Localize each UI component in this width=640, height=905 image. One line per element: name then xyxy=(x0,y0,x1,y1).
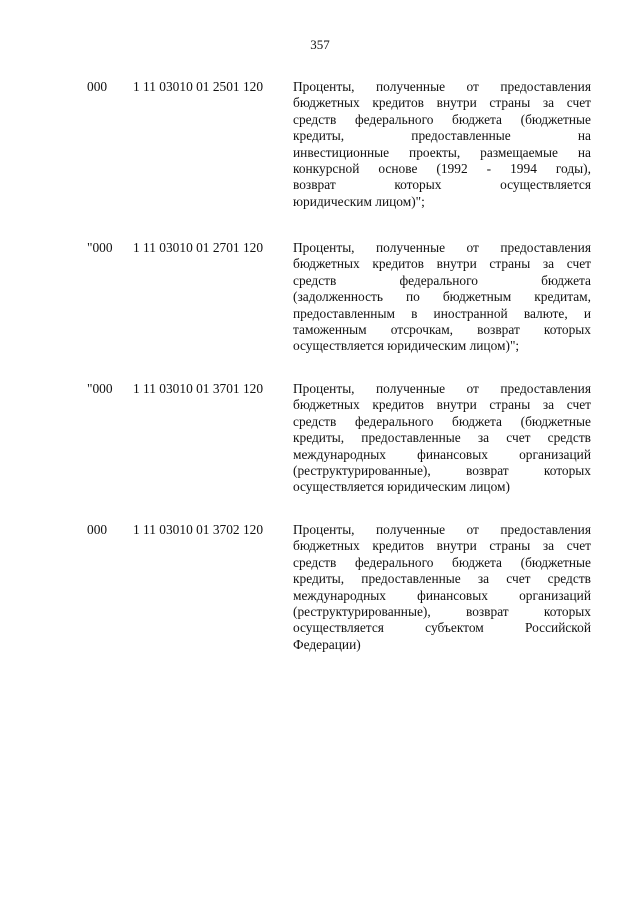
description-line: Проценты, полученные от предоставления xyxy=(293,522,591,537)
description-line: юридическим лицом)"; xyxy=(293,193,425,209)
admin-code: 000 xyxy=(87,79,108,94)
entry-description xyxy=(293,240,591,355)
entry-description xyxy=(293,79,591,210)
description-line: бюджетных кредитов внутри страны за счет xyxy=(293,538,591,554)
description-line: (реструктурированные), возврат которых xyxy=(293,462,591,478)
admin-code: "000 xyxy=(87,381,113,396)
description-line: осуществляется юридическим лицом)"; xyxy=(293,338,520,354)
description-line: бюджетных кредитов внутри страны за счет xyxy=(293,397,591,413)
page-number: 357 xyxy=(310,37,330,52)
description-line: осуществляется субъектом Российской xyxy=(293,620,591,636)
description-line: бюджетных кредитов внутри страны за счет xyxy=(293,95,591,111)
description-line: инвестиционные проекты, размещаемые на xyxy=(293,144,591,160)
description-line: предоставленным в иностранной валюте, и xyxy=(293,305,591,321)
description-line: средств федерального бюджета (бюджетные xyxy=(293,413,591,429)
description-line: кредиты, предоставленные за счет средств xyxy=(293,571,591,587)
description-line: Проценты, полученные от предоставления xyxy=(293,240,591,255)
admin-code: "000 xyxy=(87,240,113,255)
description-line: международных финансовых организаций xyxy=(293,587,591,603)
kbk-code: 1 11 03010 01 3701 120 xyxy=(133,381,264,396)
description-line: (задолженность по бюджетным кредитам, xyxy=(293,289,591,305)
description-line: кредиты, предоставленные за счет средств xyxy=(293,430,591,446)
kbk-code: 1 11 03010 01 2701 120 xyxy=(133,240,264,255)
description-line: возврат которых осуществляется xyxy=(293,177,591,193)
description-line: средств федерального бюджета xyxy=(293,272,591,288)
description-line: международных финансовых организаций xyxy=(293,446,591,462)
entry-description xyxy=(293,522,591,653)
description-line: конкурсной основе (1992 - 1994 годы), xyxy=(293,160,591,176)
description-line: Проценты, полученные от предоставления xyxy=(293,381,591,396)
description-line: бюджетных кредитов внутри страны за счет xyxy=(293,256,591,272)
description-line: Федерации) xyxy=(293,636,361,652)
description-line: кредиты, предоставленные на xyxy=(293,128,591,144)
admin-code: 000 xyxy=(87,522,108,537)
kbk-code: 1 11 03010 01 3702 120 xyxy=(133,522,264,537)
kbk-code: 1 11 03010 01 2501 120 xyxy=(133,79,264,94)
description-line: (реструктурированные), возврат которых xyxy=(293,603,591,619)
description-line: средств федерального бюджета (бюджетные xyxy=(293,554,591,570)
description-line: осуществляется юридическим лицом) xyxy=(293,479,510,495)
description-line: таможенным отсрочкам, возврат которых xyxy=(293,321,591,337)
description-line: Проценты, полученные от предоставления xyxy=(293,79,591,94)
entry-description xyxy=(293,381,591,496)
description-line: средств федерального бюджета (бюджетные xyxy=(293,111,591,127)
